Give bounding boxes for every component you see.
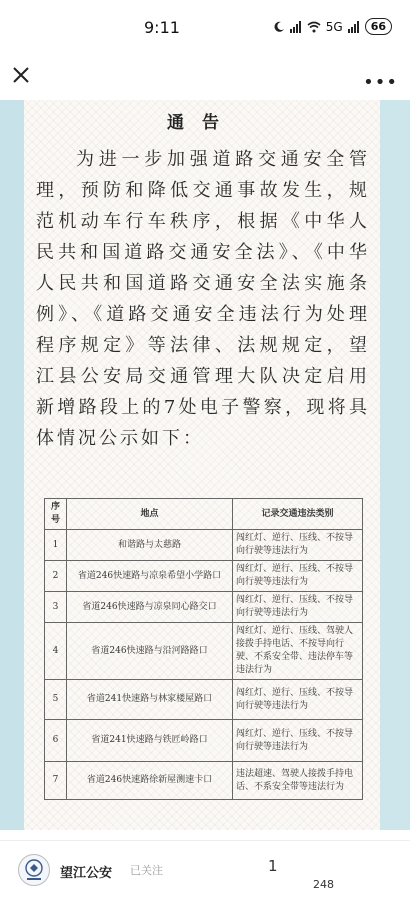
table-row — [45, 720, 363, 762]
row-num: 2 — [45, 561, 67, 592]
table-row — [45, 561, 363, 592]
row-location: 省道246快速路徐新屋测速卡口 — [67, 762, 233, 800]
notice-image — [24, 100, 380, 830]
more-icon[interactable]: ••• — [363, 72, 398, 93]
signal-icon — [348, 21, 360, 33]
signal-icon — [290, 21, 302, 33]
close-icon[interactable] — [10, 64, 32, 86]
row-location: 省道246快速路与凉泉希望小学路口 — [67, 561, 233, 592]
row-type: 违法超速、驾驶人接拨手持电话、不系安全带等违法行为 — [233, 762, 363, 800]
row-num: 7 — [45, 762, 67, 800]
row-type: 闯红灯、逆行、压线、不按导向行驶等违法行为 — [233, 592, 363, 623]
row-num: 5 — [45, 680, 67, 720]
row-num: 6 — [45, 720, 67, 762]
account-avatar[interactable] — [18, 854, 50, 886]
status-bar — [0, 0, 410, 56]
header-num: 序号 — [45, 499, 67, 530]
table-header-row — [45, 499, 363, 530]
row-type: 闯红灯、逆行、压线、不按导向行驶等违法行为 — [233, 561, 363, 592]
row-num: 4 — [45, 623, 67, 680]
status-time: 9:11 — [144, 18, 180, 37]
follow-status[interactable]: 已关注 — [130, 864, 163, 877]
row-num: 3 — [45, 592, 67, 623]
row-location: 省道246快速路与凉泉同心路交口 — [67, 592, 233, 623]
table-row — [45, 680, 363, 720]
row-location: 省道246快速路与沿河路路口 — [67, 623, 233, 680]
row-type: 闯红灯、逆行、压线、不按导向行驶等违法行为 — [233, 720, 363, 762]
row-location: 省道241快速路与铁匠岭路口 — [67, 720, 233, 762]
camera-table — [44, 498, 363, 800]
row-location: 和谐路与太慈路 — [67, 530, 233, 561]
battery-indicator: 66 — [365, 18, 392, 35]
row-type: 闯红灯、逆行、压线、不按导向行驶等违法行为 — [233, 530, 363, 561]
notice-body: 为进一步加强道路交通安全管理，预防和降低交通事故发生，规范机动车行车秩序，根据《中华人民共和国道路交通安全法》、《中华人民共和国道路交通安全法实施条例》、《道路交通安全违法行为处理程序规定》等法律、法规规定，望江县公安局交通管理大队决定启用新增路段上的7处电子警察，现将具体情况公示如下： — [36, 149, 370, 449]
table-row — [45, 530, 363, 561]
table-row — [45, 623, 363, 680]
count-value: 248 — [313, 878, 334, 891]
network-label: 5G — [325, 19, 343, 34]
row-type: 闯红灯、逆行、压线、不按导向行驶等违法行为 — [233, 680, 363, 720]
notice-title: 通告 — [167, 113, 237, 133]
police-badge-icon — [19, 855, 49, 885]
account-name[interactable]: 望江公安 — [60, 866, 113, 881]
wifi-icon — [307, 21, 321, 33]
row-type: 闯红灯、逆行、压线、驾驶人接拨手持电话、不按导向行驶、不系安全带、违法停车等违法行为 — [233, 623, 363, 680]
top-bar — [0, 56, 410, 100]
header-type: 记录交通违法类别 — [233, 499, 363, 530]
row-location: 省道241快速路与林家楼屋路口 — [67, 680, 233, 720]
row-num: 1 — [45, 530, 67, 561]
frame-right-border — [380, 100, 410, 830]
frame-left-border — [0, 100, 24, 830]
table-row — [45, 592, 363, 623]
rank-value: 1 — [268, 857, 278, 875]
status-icons — [273, 18, 392, 35]
dnd-moon-icon — [273, 21, 285, 33]
table-row — [45, 762, 363, 800]
header-location: 地点 — [67, 499, 233, 530]
